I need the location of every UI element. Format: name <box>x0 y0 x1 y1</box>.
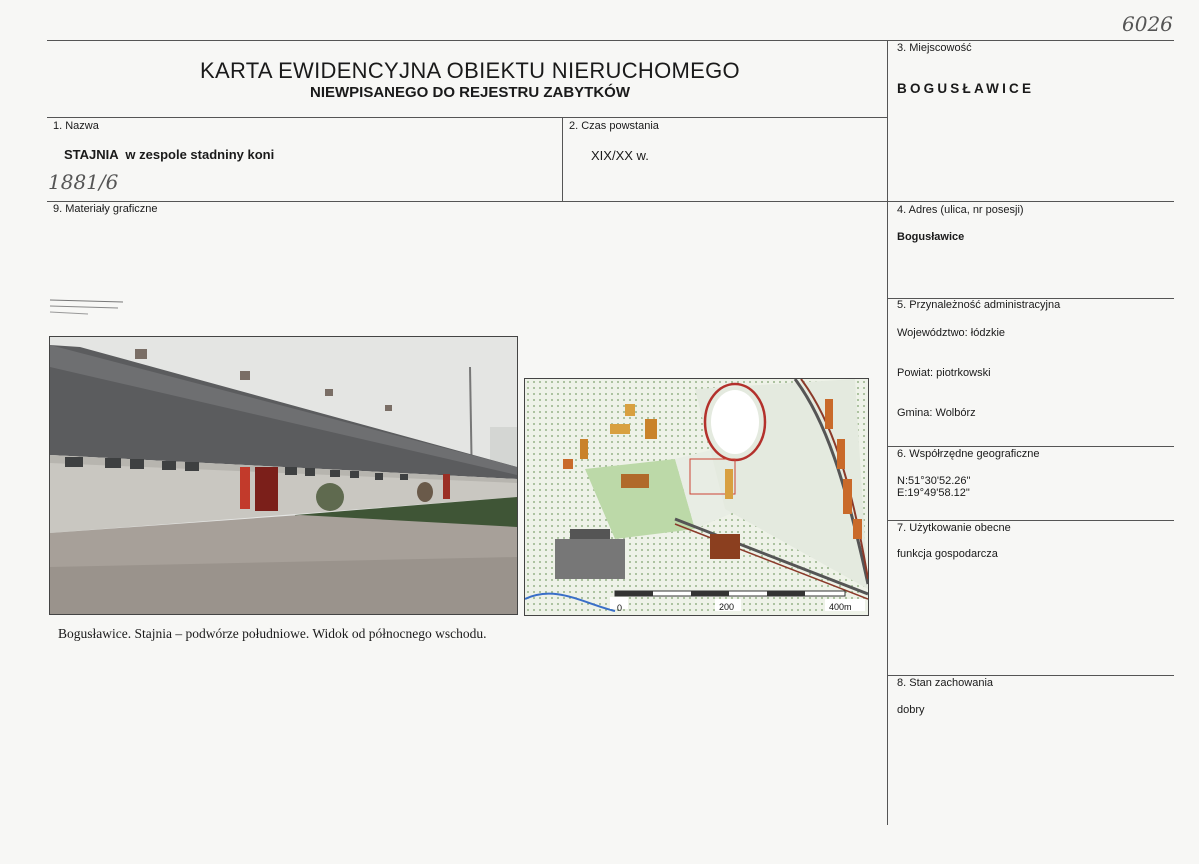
graphics-label: 9. Materiały graficzne <box>53 203 158 215</box>
locality-label: 3. Miejscowość <box>897 42 972 54</box>
rule-7 <box>887 520 1174 521</box>
inventory-code: 1881/6 <box>48 170 119 194</box>
name-date-divider <box>562 117 563 201</box>
rule-8 <box>887 675 1174 676</box>
location-map <box>524 378 869 616</box>
admin-label: 5. Przynależność administracyjna <box>897 299 1061 311</box>
map-scale-zero: 0 <box>617 603 623 613</box>
photo-caption: Bogusławice. Stajnia – podwórze południowe. Widok od północnego wschodu. <box>58 626 487 641</box>
date-label: 2. Czas powstania <box>569 120 659 132</box>
header-bottom-rule <box>47 117 888 118</box>
right-column-divider <box>887 40 888 825</box>
name-bottom-rule <box>47 201 1174 202</box>
usage-label: 7. Użytkowanie obecne <box>897 522 1011 534</box>
overhead-wires <box>48 292 128 322</box>
archive-number: 6026 <box>1122 12 1173 36</box>
card-title: KARTA EWIDENCYJNA OBIEKTU NIERUCHOMEGO <box>200 58 740 83</box>
commune-value: Gmina: Wolbórz <box>897 407 976 419</box>
locality-value: BOGUSŁAWICE <box>897 81 1035 96</box>
latitude-value: N:51°30'52.26" <box>897 475 971 487</box>
address-label: 4. Adres (ulica, nr posesji) <box>897 204 1024 216</box>
usage-value: funkcja gospodarcza <box>897 548 998 560</box>
name-label: 1. Nazwa <box>53 120 99 132</box>
top-rule <box>47 40 1174 41</box>
stable-photo <box>49 336 518 615</box>
condition-label: 8. Stan zachowania <box>897 677 994 689</box>
map-scale-end: 400m <box>829 602 852 612</box>
voivodeship-value: Województwo: łódzkie <box>897 327 1006 339</box>
date-value: XIX/XX w. <box>591 148 649 163</box>
address-value: Bogusławice <box>897 231 965 243</box>
map-scale-mid: 200 <box>719 602 735 612</box>
rule-6 <box>887 446 1174 447</box>
name-value: STAJNIA w zespole stadniny koni <box>64 147 275 162</box>
card-subtitle: NIEWPISANEGO DO REJESTRU ZABYTKÓW <box>309 84 631 101</box>
county-value: Powiat: piotrkowski <box>897 367 991 379</box>
coordinates-label: 6. Współrzędne geograficzne <box>897 448 1040 460</box>
condition-value: dobry <box>897 704 925 716</box>
longitude-value: E:19°49'58.12" <box>897 487 970 499</box>
